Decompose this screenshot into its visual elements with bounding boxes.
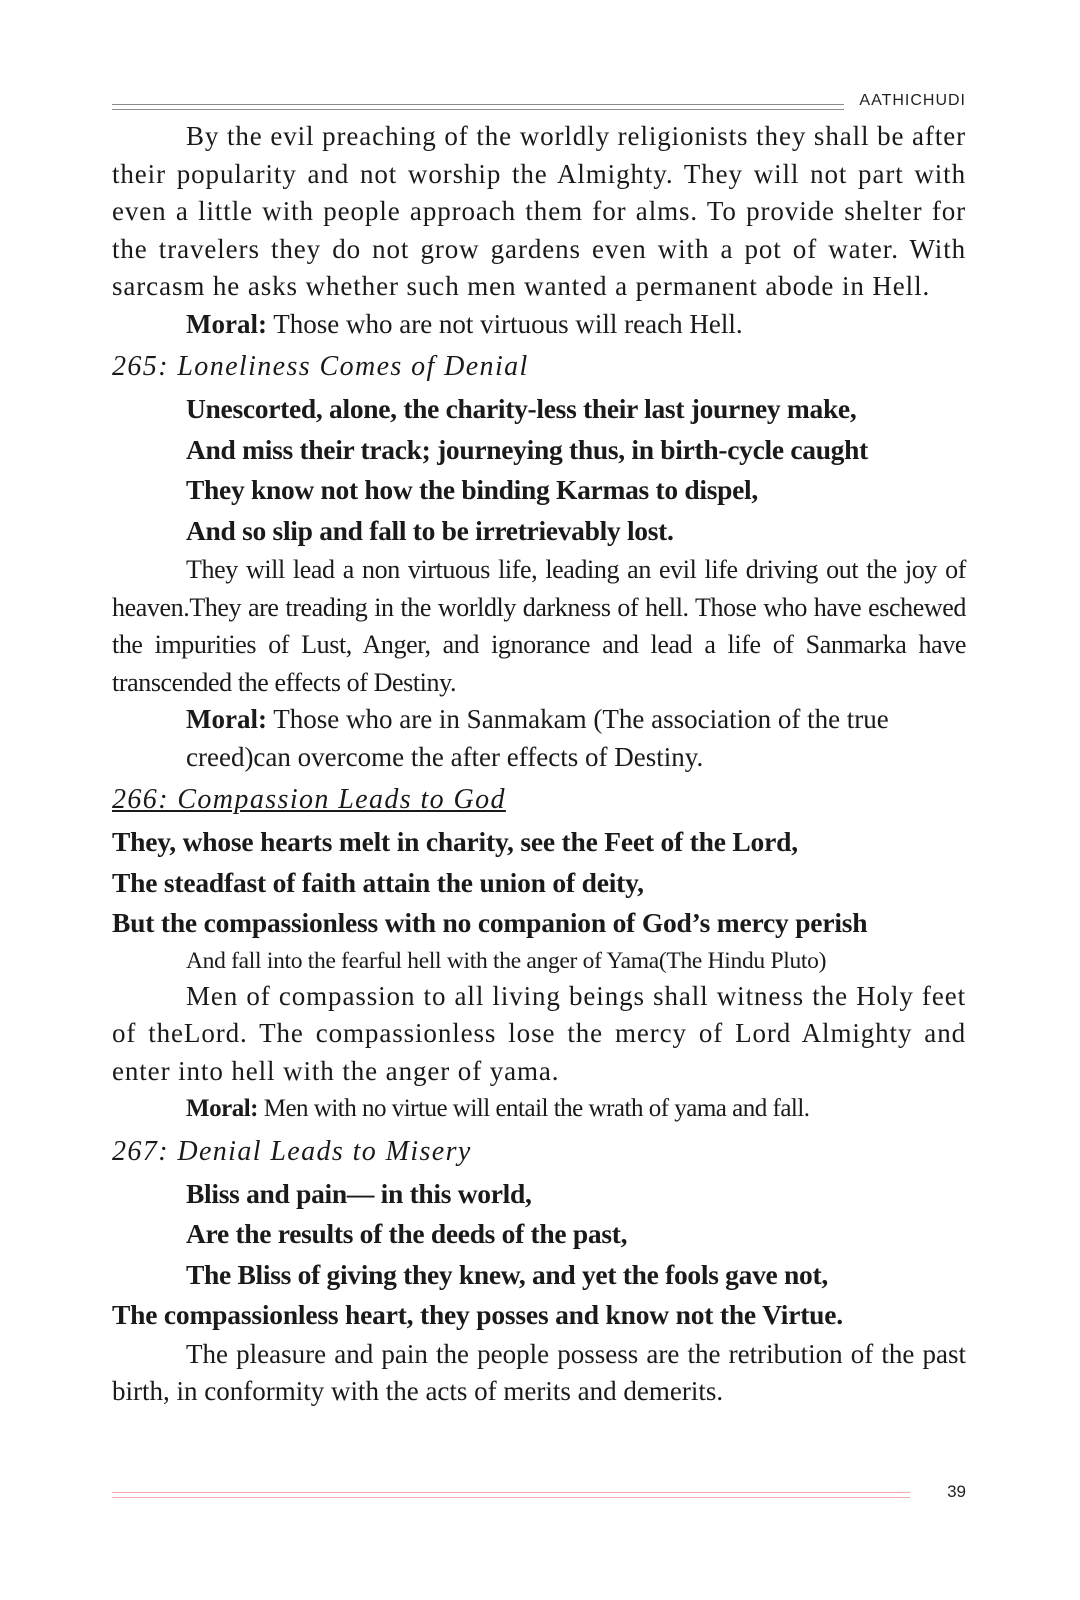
section-heading-265: 265: Loneliness Comes of Denial: [112, 351, 529, 382]
paragraph: They will lead a non virtuous life, leading an evil life driving out the joy of heaven.They are treading in the worldly darkness of hell. Those who have eschewed the impurities of Lust, Anger, and ignorance and lead a life of Sanmarka have transcended the effects of Destiny.: [112, 555, 966, 697]
header-rule: [112, 109, 844, 110]
verse-line: And fall into the fearful hell with the anger of Yama(The Hindu Pluto): [186, 947, 827, 974]
page-body: [112, 118, 966, 1411]
page-footer: [112, 1482, 966, 1508]
verse-line: The Bliss of giving they knew, and yet the fools gave not,: [186, 1258, 828, 1290]
verse-line: The steadfast of faith attain the union of deity,: [112, 866, 644, 898]
paragraph: By the evil preaching of the worldly religionists they shall be after their popularity and not worship the Almighty. They will not part with even a little with people approach them for alms. To provide shelter for the travelers they do not grow gardens even with a pot of water. With sarcasm he asks whether such men wanted a permanent abode in Hell.: [112, 121, 966, 301]
running-header: [112, 92, 966, 116]
moral-line: [112, 306, 966, 344]
moral-label: Moral:: [186, 1095, 258, 1122]
verse-line: But the compassionless with no companion of God’s mercy perish: [112, 907, 868, 938]
footer-rule: [112, 1492, 910, 1493]
page-number: 39: [947, 1482, 966, 1501]
moral-label: Moral:: [186, 704, 267, 734]
paragraph: Men of compassion to all living beings shall witness the Holy feet of theLord. The compassionless lose the mercy of Lord Almighty and enter into hell with the anger of yama.: [112, 980, 966, 1086]
moral-label: Moral:: [186, 308, 267, 339]
verse-line: Are the results of the deeds of the past,: [186, 1218, 628, 1249]
verse-line: And miss their track; journeying thus, in birth-cycle caught: [186, 433, 868, 465]
moral-text: Men with no virtue will entail the wrath of yama and fall.: [257, 1095, 810, 1122]
verse-line: And so slip and fall to be irretrievably lost.: [186, 514, 674, 546]
moral-text: Those who are in Sanmakam (The association of the true creed)can overcome the after effects of Destiny.: [186, 704, 889, 772]
section-heading-266: 266: Compassion Leads to God: [112, 784, 506, 815]
verse-line: Bliss and pain— in this world,: [186, 1177, 532, 1209]
moral-line: [112, 701, 966, 776]
verse-line: Unescorted, alone, the charity-less their last journey make,: [186, 393, 857, 424]
section-heading-267: 267: Denial Leads to Misery: [112, 1135, 472, 1167]
moral-text: Those who are not virtuous will reach Hell.: [266, 308, 743, 339]
moral-line: [112, 1090, 966, 1128]
verse-line: The compassionless heart, they posses and know not the Virtue.: [112, 1299, 843, 1330]
running-title: AATHICHUDI: [859, 92, 966, 109]
verse-line: They know not how the binding Karmas to dispel,: [186, 474, 758, 505]
paragraph: The pleasure and pain the people possess are the retribution of the past birth, in conformity with the acts of merits and demerits.: [112, 1338, 966, 1406]
verse-line: They, whose hearts melt in charity, see the Feet of the Lord,: [112, 826, 798, 857]
header-rule: [112, 104, 844, 105]
footer-rule: [112, 1497, 910, 1498]
